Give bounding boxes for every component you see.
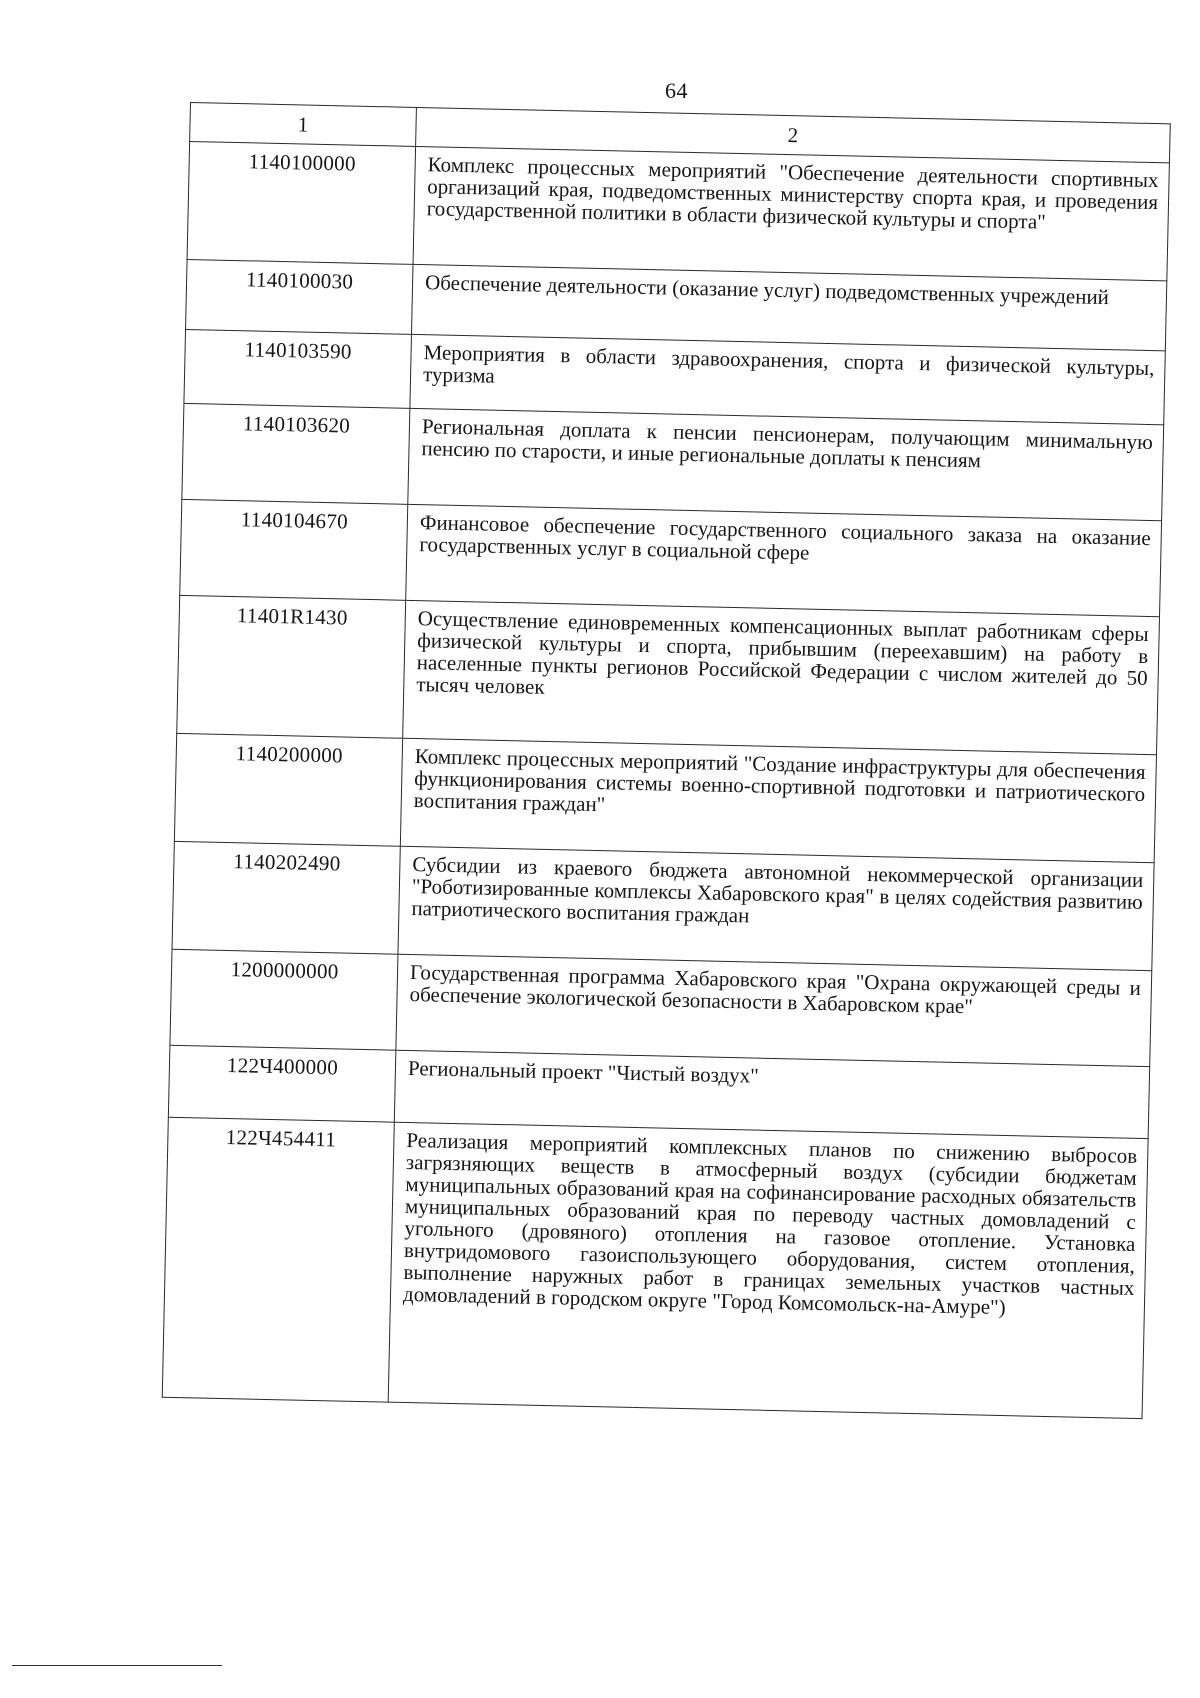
- row-description: Государственная программа Хабаровского края "Охрана окружающей среды и обеспечение экологической безопасности в Хабаровском крае": [396, 954, 1152, 1066]
- row-code: 122Ч454411: [162, 1117, 394, 1402]
- row-code: 1140103590: [184, 329, 412, 408]
- row-code: 122Ч400000: [168, 1045, 396, 1122]
- row-code: 1140103620: [182, 403, 410, 504]
- column-header-1: 1: [190, 103, 417, 147]
- table-row: [177, 595, 1160, 754]
- classification-table-container: [162, 102, 1170, 1419]
- row-code: 1140202490: [172, 841, 400, 954]
- table-row: [162, 1117, 1148, 1418]
- classification-table: [162, 102, 1171, 1419]
- row-code: 1140200000: [174, 733, 402, 846]
- row-code: 1140104670: [180, 499, 408, 600]
- row-description: Комплекс процессных мероприятий "Обеспечение деятельности спортивных организаций края, подведомственных министерству спорта края, и проведения государственной политики в области физической культуры и спорта": [413, 146, 1169, 280]
- row-description: Региональный проект "Чистый воздух": [394, 1050, 1149, 1138]
- row-code: 11401R1430: [177, 595, 406, 738]
- row-code: 1140100030: [186, 259, 413, 334]
- table-row: [174, 733, 1156, 862]
- row-description: Мероприятия в области здравоохранения, спорта и физической культуры, туризма: [410, 334, 1165, 424]
- row-description: Осуществление единовременных компенсационных выплат работникам сферы физической культуры и спорта, прибывшим (переехавшим) на работу в населенные пункты регионов Российской Федерации с числом жителей до 50 тысяч человек: [403, 600, 1160, 754]
- row-description: Субсидии из краевого бюджета автономной некоммерческой организации "Роботизированные комплексы Хабаровского края" в целях содействия развитию патриотического воспитания граждан: [398, 846, 1154, 970]
- row-description: Региональная доплата к пенсии пенсионерам, получающим минимальную пенсию по старости, и иные региональные доплаты к пенсиям: [408, 408, 1164, 520]
- row-description: Реализация мероприятий комплексных планов по снижению выбросов загрязняющих веществ в атмосферный воздух (субсидии бюджетам муниципальных образований края на софинансирование расходных обязательств муниципальных образований края по переводу частных домовладений с угольного (дровяного) отопления на газовое отопление. Установка внутридомового газоиспользующего оборудования, систем отопления, выполнение наружных работ в границах земельных участков частных домовладений в городском округе "Город Комсомольск-на-Амуре"): [388, 1122, 1148, 1418]
- column-header-2: 2: [416, 107, 1171, 162]
- table-row: [172, 841, 1154, 970]
- table-row: [187, 142, 1169, 281]
- row-code: 1200000000: [170, 949, 398, 1050]
- row-description: Финансовое обеспечение государственного социального заказа на оказание государственных услуг в социальной сфере: [406, 504, 1162, 616]
- row-code: 1140100000: [187, 142, 416, 265]
- row-description: Комплекс процессных мероприятий "Создание инфраструктуры для обеспечения функционирования системы военно-спортивной подготовки и патриотического воспитания граждан": [400, 738, 1156, 862]
- footnote-divider: [12, 1665, 222, 1666]
- row-description: Обеспечение деятельности (оказание услуг) подведомственных учреждений: [411, 264, 1166, 350]
- page-number: 64: [665, 78, 688, 103]
